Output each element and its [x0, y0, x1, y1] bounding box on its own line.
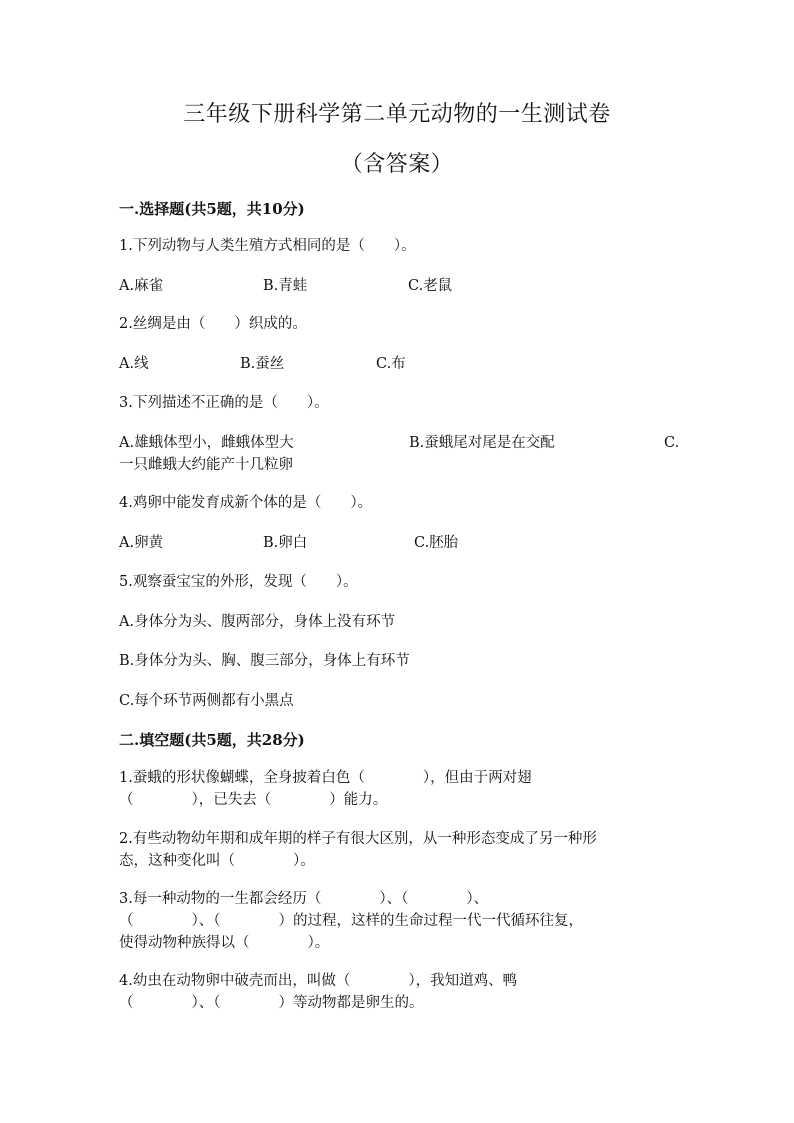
option-b: B.蚕丝 — [240, 356, 285, 372]
question-line: 2.有些动物幼年期和成年期的样子有很大区别，从一种形态变成了另一种形 — [119, 831, 597, 847]
option-a: A.雄蛾体型小，雌蛾体型大 — [119, 435, 294, 451]
option-c: C.布 — [376, 356, 406, 372]
question-line: 1.蚕蛾的形状像蝴蝶，全身披着白色（ ），但由于两对翅 — [119, 770, 532, 786]
question-stem: 3.下列描述不正确的是（ ）。 — [119, 395, 329, 411]
option-b: B.身体分为头、胸、腹三部分，身体上有环节 — [119, 653, 410, 669]
question-line: （ ）、（ ）的过程，这样的生命过程一代一代循环往复， — [119, 913, 583, 929]
option-c-text: 一只雌蛾大约能产十几粒卵 — [119, 457, 293, 473]
option-c: C. — [664, 435, 680, 451]
question-line: （ ），已失去（ ）能力。 — [119, 792, 388, 808]
section-heading-choice: 一.选择题(共5题，共10分) — [119, 200, 305, 218]
option-a: A.线 — [119, 356, 149, 372]
question-stem: 5.观察蚕宝宝的外形，发现（ ）。 — [119, 574, 358, 590]
option-b: B.卵白 — [263, 535, 308, 551]
question-stem: 4.鸡卵中能发育成新个体的是（ ）。 — [119, 495, 373, 511]
option-c: C.每个环节两侧都有小黑点 — [119, 693, 294, 709]
option-a: A.身体分为头、腹两部分，身体上没有环节 — [119, 614, 396, 630]
question-line: 态，这种变化叫（ ）。 — [119, 853, 315, 869]
page-subtitle: （含答案） — [340, 152, 454, 177]
option-c: C.老鼠 — [408, 278, 453, 294]
question-stem: 1.下列动物与人类生殖方式相同的是（ ）。 — [119, 238, 416, 254]
option-b: B.蚕蛾尾对尾是在交配 — [409, 435, 555, 451]
question-line: 4.幼虫在动物卵中破壳而出，叫做（ ），我知道鸡、鸭 — [119, 973, 518, 989]
question-line: （ ）、（ ）等动物都是卵生的。 — [119, 995, 424, 1011]
section-heading-fill: 二.填空题(共5题，共28分) — [119, 731, 305, 749]
page-title: 三年级下册科学第二单元动物的一生测试卷 — [183, 102, 611, 127]
option-b: B.青蛙 — [263, 278, 308, 294]
question-line: 使得动物种族得以（ ）。 — [119, 935, 330, 951]
option-a: A.卵黄 — [119, 535, 164, 551]
question-line: 3.每一种动物的一生都会经历（ ）、（ ）、 — [119, 891, 489, 907]
question-stem: 2.丝绸是由（ ）织成的。 — [119, 316, 307, 332]
option-c: C.胚胎 — [414, 535, 459, 551]
option-a: A.麻雀 — [119, 278, 164, 294]
